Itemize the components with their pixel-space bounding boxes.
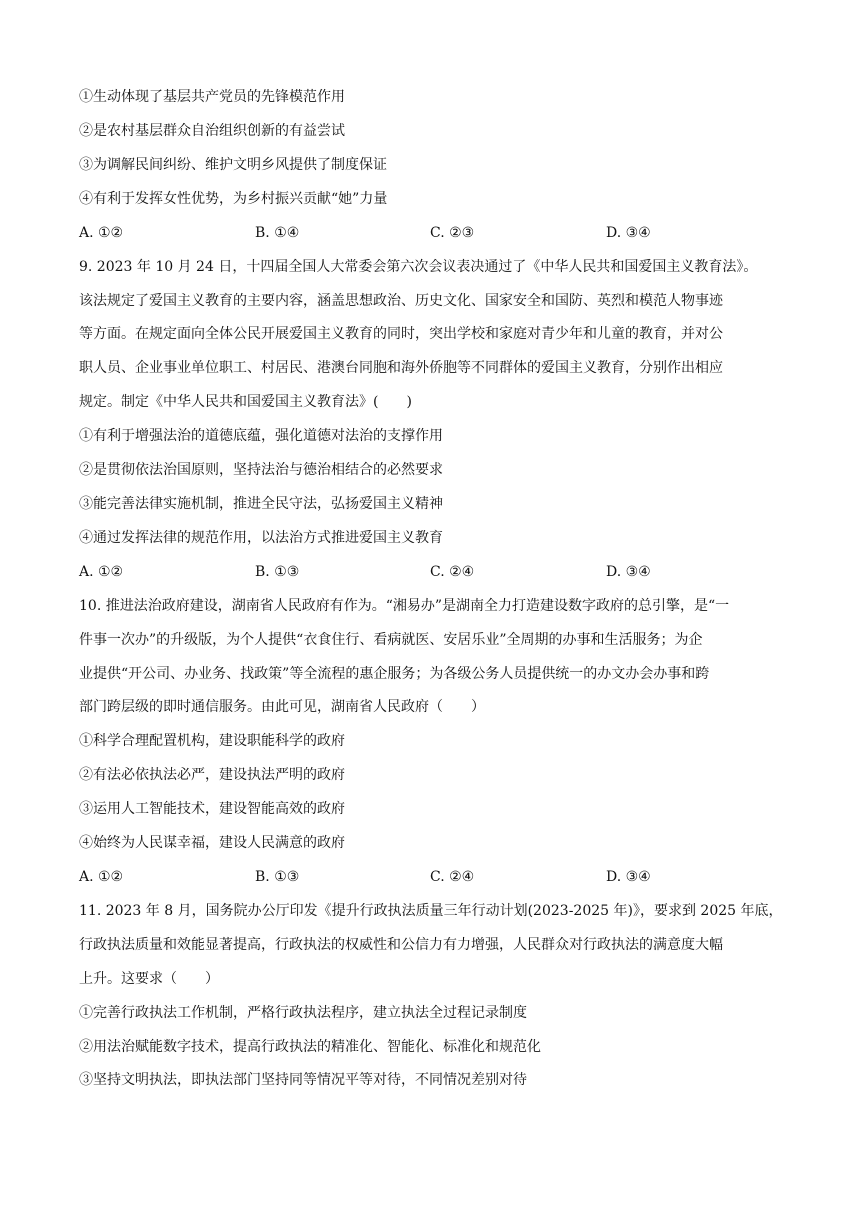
q9-statement-4: ④通过发挥法律的规范作用，以法治方式推进爱国主义教育: [79, 530, 443, 546]
q8-option-d[interactable]: D. ③④: [606, 225, 651, 241]
q11-statement-2: ②用法治赋能数字技术，提高行政执法的精准化、智能化、标准化和规范化: [79, 1039, 541, 1055]
q9-statement-3: ③能完善法律实施机制，推进全民守法，弘扬爱国主义精神: [79, 496, 443, 512]
q10-statement-2: ②有法必依执法必严，建设执法严明的政府: [79, 767, 345, 783]
q9-statement-1: ①有利于增强法治的道德底蕴，强化道德对法治的支撑作用: [79, 428, 443, 444]
q10-stem-line-1: 10. 推进法治政府建设，湖南省人民政府有作为。“湘易办”是湖南全力打造建设数字政府的总引擎，是“一: [79, 598, 730, 614]
q10-option-d[interactable]: D. ③④: [606, 869, 651, 885]
q10-stem-line-3: 业提供“开公司、办业务、找政策”等全流程的惠企服务；为各级公务人员提供统一的办文办会办事和跨: [79, 666, 710, 682]
q9-statement-2: ②是贯彻依法治国原则，坚持法治与德治相结合的必然要求: [79, 462, 443, 478]
q8-option-a[interactable]: A. ①②: [79, 225, 124, 241]
q9-option-b[interactable]: B. ①③: [255, 564, 300, 580]
q10-statement-1: ①科学合理配置机构，建设职能科学的政府: [79, 733, 345, 749]
q10-statement-3: ③运用人工智能技术，建设智能高效的政府: [79, 801, 345, 817]
q11-stem-line-3: 上升。这要求（ ）: [79, 971, 219, 987]
q9-stem-line-1: 9. 2023 年 10 月 24 日，十四届全国人大常委会第六次会议表决通过了《中华人民共和国爱国主义教育法》。: [79, 259, 758, 275]
q10-option-b[interactable]: B. ①③: [255, 869, 300, 885]
q10-options: [79, 867, 779, 887]
q9-stem-line-4: 职人员、企业事业单位职工、村居民、港澳台同胞和海外侨胞等不同群体的爱国主义教育，分别作出相应: [79, 360, 723, 376]
q10-stem-line-2: 件事一次办”的升级版，为个人提供“衣食住行、看病就医、安居乐业”全周期的办事和生活服务；为企: [79, 632, 703, 648]
q8-options: [79, 223, 779, 243]
q8-statement-3: ③为调解民间纠纷、维护文明乡风提供了制度保证: [79, 157, 387, 173]
q11-stem-line-1: 11. 2023 年 8 月，国务院办公厅印发《提升行政执法质量三年行动计划(2023-2025 年)》，要求到 2025 年底，: [79, 903, 783, 919]
q9-option-d[interactable]: D. ③④: [606, 564, 651, 580]
q11-stem-line-2: 行政执法质量和效能显著提高，行政执法的权威性和公信力有力增强，人民群众对行政执法的满意度大幅: [79, 937, 723, 953]
q10-stem-line-4: 部门跨层级的即时通信服务。由此可见，湖南省人民政府（ ）: [79, 699, 485, 715]
q10-option-a[interactable]: A. ①②: [79, 869, 124, 885]
q11-statement-3: ③坚持文明执法，即执法部门坚持同等情况平等对待，不同情况差别对待: [79, 1072, 527, 1088]
q9-stem-line-5: 规定。制定《中华人民共和国爱国主义教育法》( ): [79, 394, 412, 410]
q9-options: [79, 562, 779, 582]
q8-statement-4: ④有利于发挥女性优势，为乡村振兴贡献“她”力量: [79, 191, 388, 207]
q8-option-b[interactable]: B. ①④: [255, 225, 300, 241]
q8-statement-1: ①生动体现了基层共产党员的先锋模范作用: [79, 89, 345, 105]
q9-stem-line-3: 等方面。在规定面向全体公民开展爱国主义教育的同时，突出学校和家庭对青少年和儿童的教育，并对公: [79, 326, 723, 342]
q8-statement-2: ②是农村基层群众自治组织创新的有益尝试: [79, 123, 345, 139]
q10-statement-4: ④始终为人民谋幸福，建设人民满意的政府: [79, 835, 345, 851]
q9-stem-line-2: 该法规定了爱国主义教育的主要内容，涵盖思想政治、历史文化、国家安全和国防、英烈和模范人物事迹: [79, 293, 723, 309]
q8-option-c[interactable]: C. ②③: [430, 225, 475, 241]
q9-option-a[interactable]: A. ①②: [79, 564, 124, 580]
q9-option-c[interactable]: C. ②④: [430, 564, 475, 580]
q10-option-c[interactable]: C. ②④: [430, 869, 475, 885]
q11-statement-1: ①完善行政执法工作机制，严格行政执法程序，建立执法全过程记录制度: [79, 1005, 527, 1021]
